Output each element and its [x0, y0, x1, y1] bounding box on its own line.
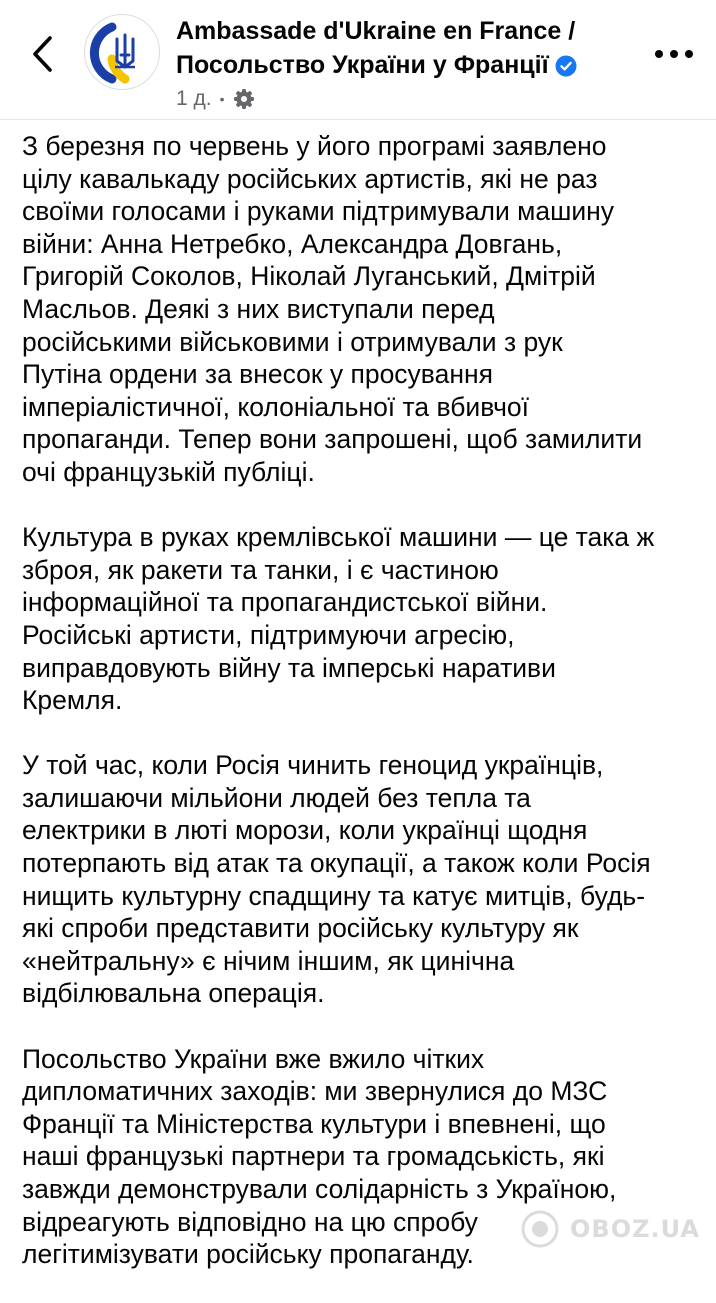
post-paragraph-3: У той час, коли Росія чинить геноцид українців, залишаючи мільйони людей без тепла та електрики в люті морози, коли українці щодня потерпають від атак та окупації, а також коли Росія нищить культурну спадщину та катує митців, будь- які спроби представити російську культуру як «нейтральну» є нічим іншим, як цинічна відбілювальна операція.	[22, 750, 651, 1009]
chevron-left-icon	[31, 35, 53, 73]
page-name-line-1[interactable]: Ambassade d'Ukraine en France /	[176, 17, 576, 45]
post-meta	[176, 86, 255, 112]
post-paragraph-2: Культура в руках кремлівської машини — це така ж зброя, як ракети та танки, і є частиною інформаційної та пропагандистської війни. Російські артисти, підтримуючи агресію, виправдовують війну та імперські наративи Кремля.	[22, 522, 655, 716]
page-name[interactable]	[176, 14, 646, 86]
oboz-logo-icon	[520, 1209, 560, 1249]
post-header	[0, 0, 716, 120]
post-paragraph-1: З березня по червень у його програмі заявлено цілу кавалькаду російських артистів, які не раз своїми голосами і руками підтримували машину війни: Анна Нетребко, Александра Довгань, Григорій Соколов, Ніколай Луганський, Дмітрій Масльов. Деякі з них виступали перед російськими військовими і отримували з рук Путіна ордени за внесок у просування імперіалістичної, колоніальної та вбивчої пропаганди. Тепер вони запрошені, щоб замилити очі французькій публіці.	[22, 131, 643, 487]
page-name-line-2[interactable]	[176, 48, 646, 86]
page-name-line-2-text[interactable]: Посольство України у Франції	[176, 51, 549, 79]
more-horizontal-icon	[654, 49, 694, 59]
page-avatar[interactable]	[84, 14, 160, 90]
post-paragraph-4: Посольство України вже вжило чітких дипломатичних заходів: ми звернулися до МЗС Франції та Міністерства культури і впевнені, що наші французькі партнери та громадськість, які завжди демонстрували солідарність з Україною, відреагують відповідно на цю спробу легітимізувати російську пропаганду.	[22, 1043, 617, 1270]
watermark	[520, 1204, 700, 1254]
watermark-text: OBOZ.UA	[570, 1215, 700, 1243]
ukraine-trident-emblem-icon	[85, 15, 160, 90]
more-options-button[interactable]	[652, 34, 696, 74]
post-text	[22, 130, 702, 1303]
gear-icon[interactable]	[233, 88, 255, 110]
back-button[interactable]	[22, 26, 62, 82]
meta-separator: •	[219, 91, 225, 107]
verified-badge-icon	[555, 52, 577, 86]
post-timestamp[interactable]: 1 д.	[176, 87, 212, 110]
